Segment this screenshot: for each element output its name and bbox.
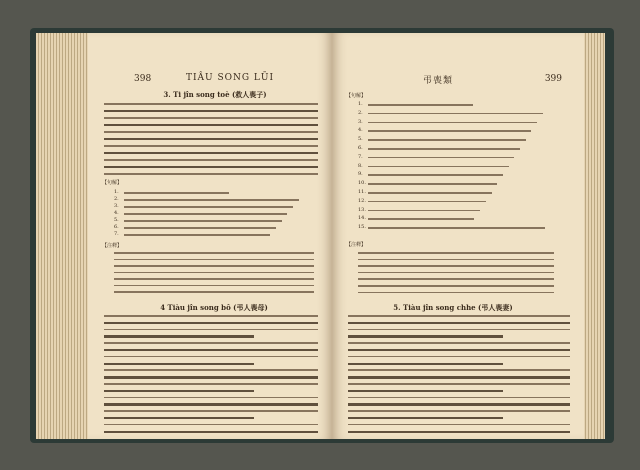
right-page: [332, 33, 584, 439]
right-running-head: [332, 74, 584, 86]
text-line: [348, 363, 503, 365]
note-number: 6.: [358, 145, 363, 151]
text-line: [348, 383, 570, 385]
note-number: 2.: [358, 109, 363, 116]
text-line: [358, 285, 554, 287]
text-line: [348, 403, 570, 405]
note-number: 5.: [358, 136, 363, 143]
note-line: [124, 227, 276, 229]
text-line: [104, 424, 318, 426]
right-running-title: 弔喪類: [422, 76, 453, 86]
text-line: [114, 265, 314, 267]
text-line: [114, 285, 314, 287]
note-line: [368, 183, 497, 185]
text-line: [104, 322, 318, 324]
note-line: [368, 166, 509, 168]
text-line: [358, 259, 554, 261]
text-line: [348, 390, 503, 392]
text-line: [348, 397, 570, 399]
right-page-number: 399: [544, 74, 562, 84]
text-line: [348, 356, 570, 358]
note-number: 6.: [114, 224, 119, 230]
text-line: [104, 329, 318, 331]
text-line: [348, 431, 570, 433]
note-number: 3.: [114, 203, 119, 209]
text-line: [104, 145, 318, 147]
page-edges-left: [36, 33, 90, 439]
page-edges-right: [583, 33, 605, 439]
note-line: [368, 192, 492, 194]
text-line: [114, 278, 314, 280]
note-line: [368, 130, 531, 132]
left-running-head: [88, 74, 332, 86]
section-5-heading: 5. Tiàu jîn song chhe (弔人喪妻): [393, 303, 513, 312]
note-number: 15.: [358, 224, 366, 231]
note-line: [368, 201, 486, 203]
note-line: [368, 139, 526, 141]
note-line: [124, 213, 287, 215]
note-number: 9.: [358, 171, 363, 178]
note-line: [368, 174, 503, 176]
text-line: [104, 335, 254, 337]
text-line: [104, 403, 318, 405]
text-line: [104, 390, 254, 392]
text-line: [104, 431, 318, 433]
text-line: [348, 376, 570, 378]
note-line: [124, 234, 270, 236]
text-line: [104, 166, 318, 168]
left-running-title: TIÂU SONG LŪI: [185, 73, 275, 83]
note-line: [368, 227, 545, 229]
note-number: 1.: [358, 101, 363, 107]
left-note-marker: 【句解】: [102, 180, 123, 186]
text-line: [348, 410, 570, 412]
text-line: [104, 131, 318, 133]
text-line: [104, 159, 318, 161]
right-note-marker: 【句解】: [346, 93, 367, 99]
text-line: [358, 265, 554, 267]
note-number: 1.: [114, 189, 119, 195]
note-line: [368, 148, 520, 150]
note-line: [368, 104, 473, 106]
note-number: 2.: [114, 196, 119, 202]
text-line: [104, 376, 318, 378]
note-line: [368, 157, 514, 159]
text-line: [104, 103, 318, 105]
note-number: 14.: [358, 215, 366, 222]
text-line: [358, 272, 554, 274]
note-line: [124, 220, 282, 222]
text-line: [348, 329, 570, 331]
text-line: [104, 383, 318, 385]
text-line: [104, 117, 318, 119]
text-line: [348, 335, 503, 337]
note-number: 12.: [358, 197, 366, 204]
text-line: [358, 292, 554, 294]
text-line: [104, 152, 318, 154]
note-number: 13.: [358, 206, 366, 213]
text-line: [104, 417, 254, 419]
text-line: [114, 272, 314, 274]
left-glossary-marker: 【注釋】: [102, 243, 123, 249]
note-line: [368, 210, 480, 212]
note-line: [368, 113, 543, 115]
note-line: [368, 218, 474, 220]
note-number: 4.: [114, 210, 119, 216]
text-line: [104, 173, 318, 175]
text-line: [358, 278, 554, 280]
note-number: 10.: [358, 180, 366, 187]
note-number: 3.: [358, 118, 363, 125]
text-line: [104, 349, 318, 351]
text-line: [114, 291, 314, 293]
section-3-heading: 3. Ti jîn song toè (救人喪子): [163, 90, 267, 99]
text-line: [358, 252, 554, 254]
note-number: 7.: [114, 231, 119, 237]
text-line: [348, 342, 570, 344]
note-line: [124, 199, 299, 201]
text-line: [104, 315, 318, 317]
text-line: [104, 138, 318, 140]
note-number: 7.: [358, 153, 363, 160]
text-line: [348, 349, 570, 351]
note-number: 8.: [358, 162, 363, 169]
text-line: [348, 424, 570, 426]
note-number: 4.: [358, 127, 363, 134]
note-line: [124, 206, 293, 208]
text-line: [114, 259, 314, 261]
text-line: [104, 342, 318, 344]
text-line: [104, 356, 318, 358]
text-line: [348, 322, 570, 324]
text-line: [104, 410, 318, 412]
note-line: [368, 122, 537, 124]
note-number: 11.: [358, 189, 366, 195]
text-line: [348, 315, 570, 317]
text-line: [104, 363, 254, 365]
note-number: 5.: [114, 217, 119, 223]
note-line: [124, 192, 229, 194]
text-line: [104, 110, 318, 112]
text-line: [104, 397, 318, 399]
text-line: [104, 369, 318, 371]
text-line: [348, 369, 570, 371]
right-glossary-marker: 【注釋】: [346, 242, 367, 248]
text-line: [104, 124, 318, 126]
left-page: [88, 33, 332, 439]
text-line: [114, 252, 314, 254]
left-page-number: 398: [134, 74, 152, 84]
section-4-heading: 4 Tiàu jîn song bô (弔人喪母): [160, 303, 268, 312]
text-line: [348, 417, 503, 419]
